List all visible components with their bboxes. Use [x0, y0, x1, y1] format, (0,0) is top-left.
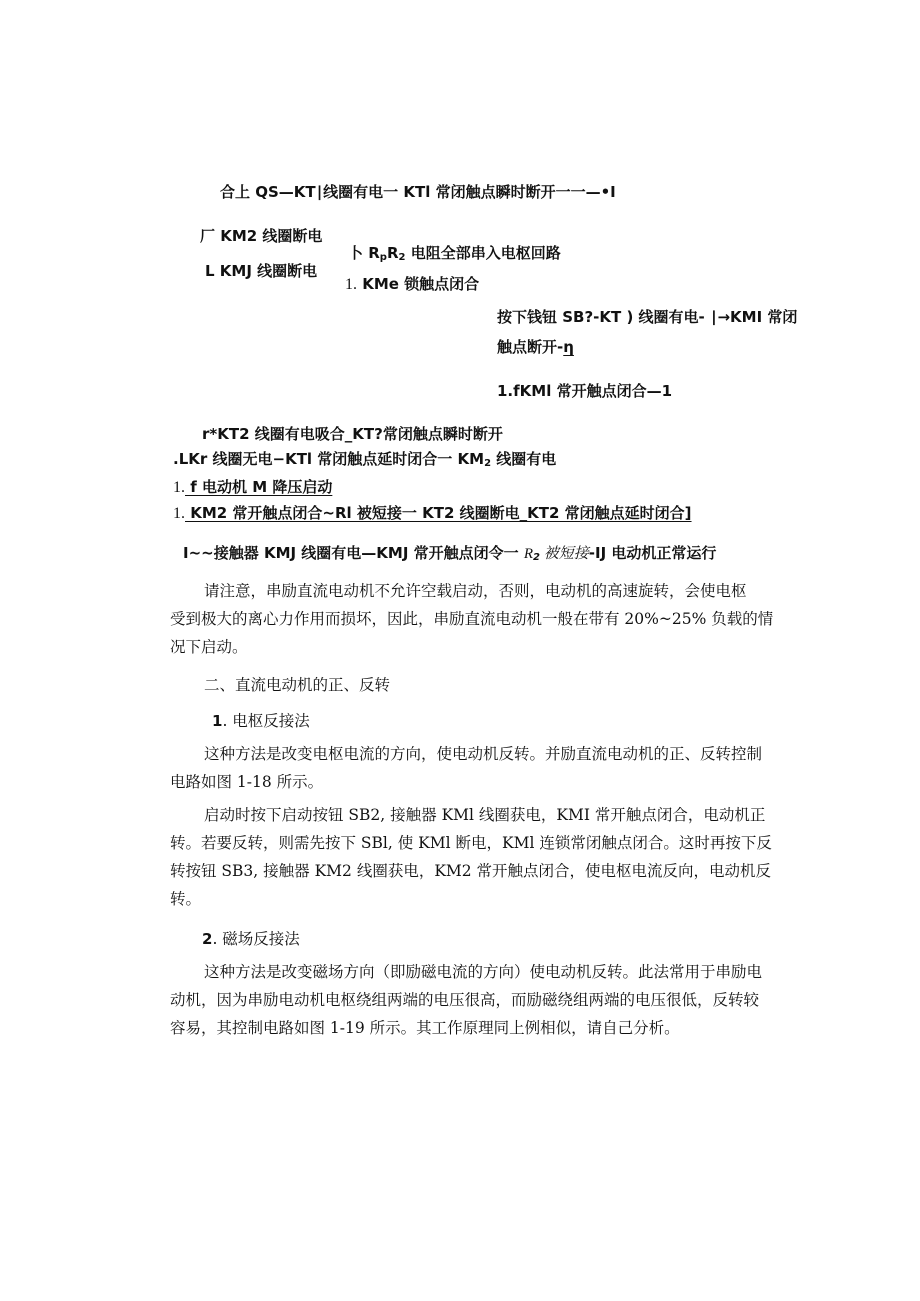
sequence-line-lkr-off: .LKr 线圈无电−KTl 常闭触点延时闭合一 $KM_2$ 线圈有电: [173, 450, 557, 469]
sequence-line-kt2-pull: r*KT2 线圈有电吸合_KT?常闭触点瞬时断开: [202, 425, 503, 443]
section-heading: 二、直流电动机的正、反转: [204, 676, 391, 694]
sequence-line-lock-contact: 1. KMe 锁触点闭合: [345, 275, 480, 293]
subsection-heading-1: 1. 电枢反接法: [212, 712, 310, 730]
sequence-line-normal-run: I~~接触器 KMJ 线圈有电—KMJ 常开触点闭令一 $R_2$ 被短接-IJ 电动机正常运行: [183, 544, 717, 563]
sequence-line-close-qs: 合上 QS—KT∣线圈有电一 KTl 常闭触点瞬时断开一一—•I: [220, 183, 616, 201]
subsection-heading-2: 2. 磁场反接法: [202, 930, 300, 948]
sequence-line-km2-close: 1. KM2 常开触点闭合~Rl 被短接一 KT2 线圈断电_KT2 常闭触点延时闭合]: [173, 504, 692, 522]
sequence-line-contact-close: 1.fKMl 常开触点闭合—1: [497, 382, 673, 400]
sequence-line-motor-start: 1. f 电动机 M 降压启动: [173, 478, 333, 496]
field-method-paragraph: 这种方法是改变磁场方向（即励磁电流的方向）使电动机反转。此法常用于串励电 动机，因为串励电动机电枢绕组两端的电压很高，而励磁绕组两端的电压很低，反转较 容易，其控制电路如图 1-19 所示。其工作原理同上例相似，请自己分析。: [170, 963, 763, 1037]
sequence-line-km2-off: 厂 KM2 线圈断电: [200, 227, 323, 245]
sequence-line-press-button: 按下钱钮 SB?-KT ) 线圈有电- ∣→KMI 常闭: [497, 308, 798, 326]
sequence-line-resistance-in: 卜 $R_pR_2$ 电阻全部串入电枢回路: [348, 244, 561, 263]
caution-paragraph: 请注意，串励直流电动机不允许空载启动，否则，电动机的高速旋转，会使电枢 受到极大的离心力作用而损坏，因此，串励直流电动机一般在带有 20%~25% 负载的情 况下启动。: [170, 582, 774, 656]
sequence-line-contact-open: 触点断开-η: [497, 338, 574, 356]
armature-method-paragraph: 这种方法是改变电枢电流的方向，使电动机反转。并励直流电动机的正、反转控制 电路如图 1-18 所示。: [170, 745, 763, 791]
forward-reverse-paragraph: 启动时按下启动按钮 SB2, 接触器 KMl 线圈获电，KMI 常开触点闭合，电动机正 转。若要反转，则需先按下 SBl, 使 KMl 断电，KMl 连锁常闭触点闭合。这时再按下反 转按钮 SB3, 接触器 KM2 线圈获电，KM2 常开触点闭合，使电枢电流反向，电动机反 转。: [170, 806, 772, 908]
sequence-line-kmj-off: L KMJ 线圈断电: [205, 262, 318, 280]
